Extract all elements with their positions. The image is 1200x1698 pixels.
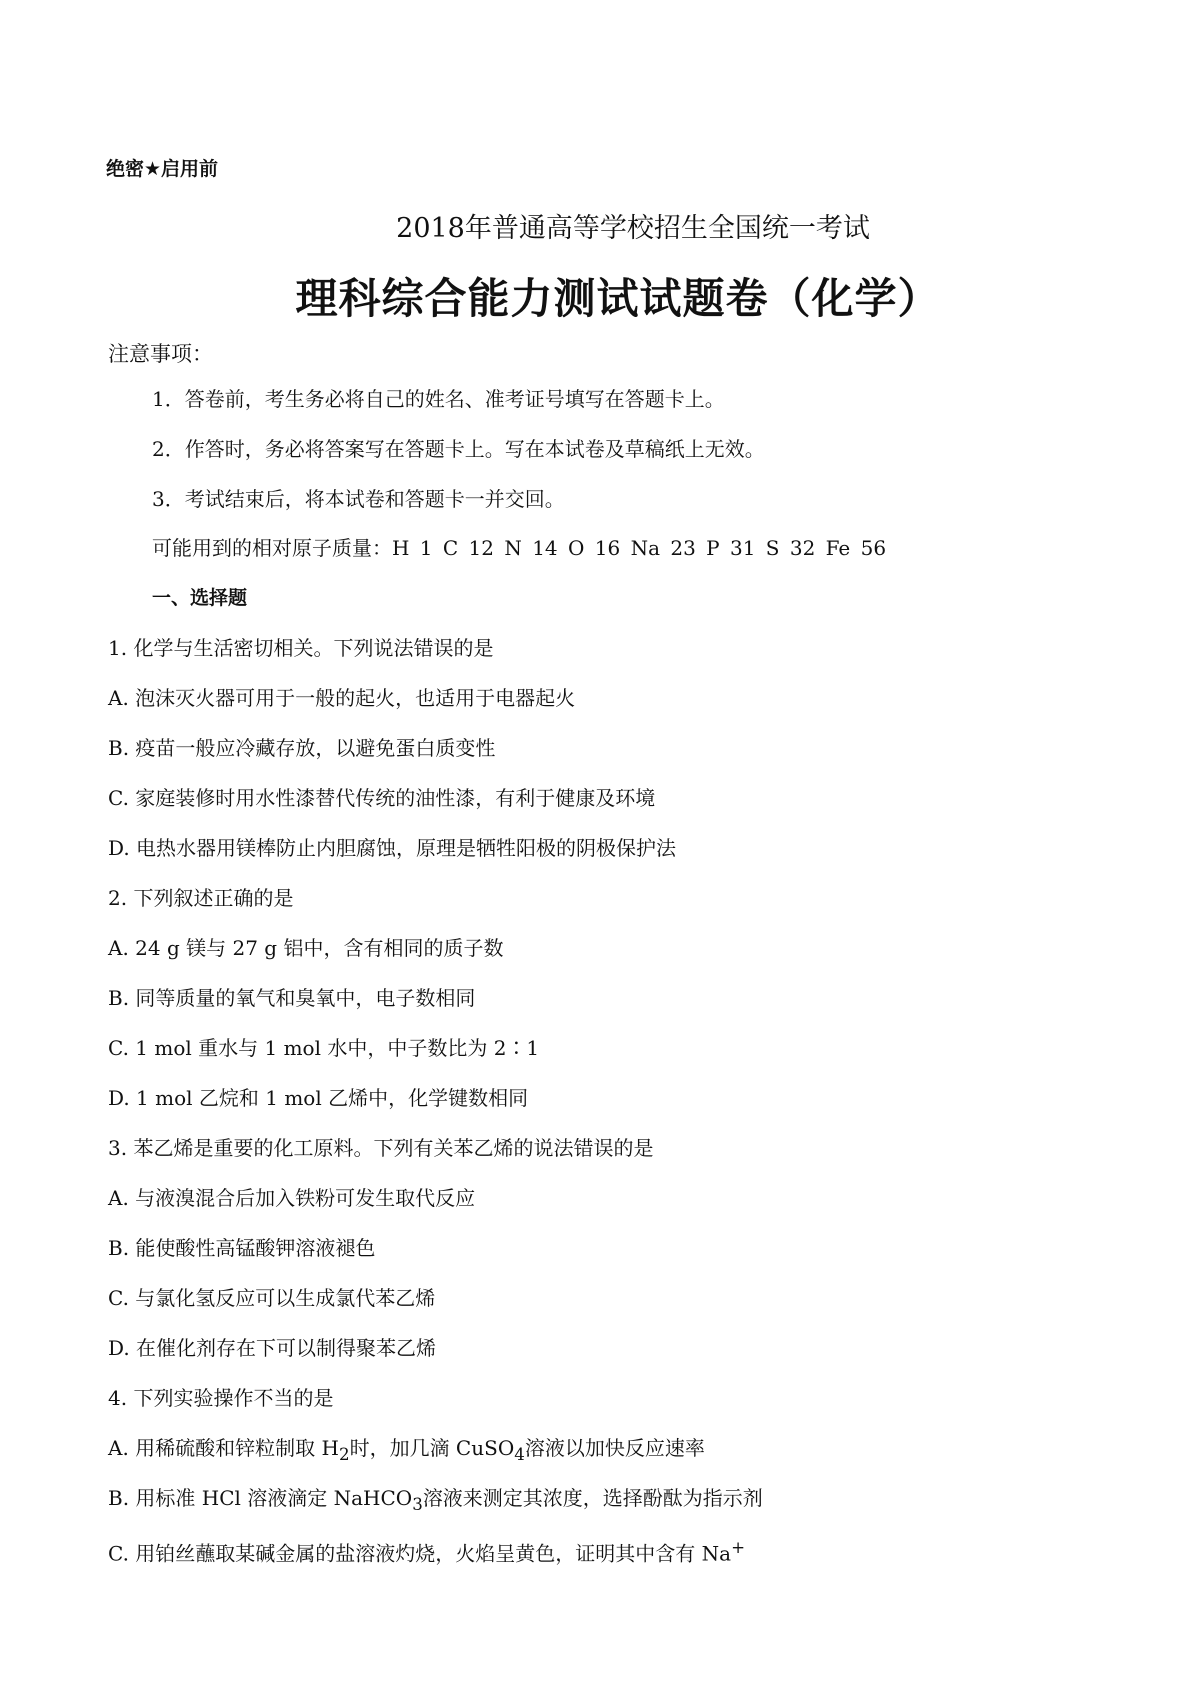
subscript: 4 [514, 1445, 525, 1464]
option-c-text: C. 用铂丝蘸取某碱金属的盐溶液灼烧，火焰呈黄色，证明其中含有 Na [108, 1541, 732, 1566]
option-b-text-2: 溶液来测定其浓度，选择酚酞为指示剂 [422, 1486, 763, 1510]
paper-title: 理科综合能力测试试题卷（化学） [295, 274, 941, 323]
question-2-option-b: B. 同等质量的氧气和臭氧中，电子数相同 [108, 986, 476, 1010]
question-4-option-a [108, 1435, 705, 1468]
option-a-text-2: 时，加几滴 CuSO [349, 1436, 515, 1460]
option-b-text-1: B. 用标准 HCl 溶液滴定 NaHCO [108, 1486, 413, 1510]
atomic-masses: 可能用到的相对原子质量：H 1 C 12 N 14 O 16 Na 23 P 31 S 32 Fe 56 [152, 536, 887, 560]
secret-mark: 绝密★启用前 [106, 158, 219, 180]
question-4-option-b [108, 1485, 763, 1518]
question-1-stem: 1. 化学与生活密切相关。下列说法错误的是 [108, 636, 494, 660]
question-1-option-a: A. 泡沫灭火器可用于一般的起火，也适用于电器起火 [108, 686, 576, 710]
question-4-stem: 4. 下列实验操作不当的是 [108, 1386, 334, 1410]
question-3-option-d: D. 在催化剂存在下可以制得聚苯乙烯 [108, 1336, 437, 1360]
question-4-option-c [108, 1535, 745, 1567]
section-title: 一、选择题 [152, 587, 248, 609]
notice-item-3: 3．考试结束后，将本试卷和答题卡一并交回。 [152, 487, 565, 511]
subscript: 2 [338, 1445, 350, 1464]
subscript: 3 [412, 1495, 423, 1514]
notice-item-2: 2．作答时，务必将答案写在答题卡上。写在本试卷及草稿纸上无效。 [152, 437, 765, 461]
question-2-option-d: D. 1 mol 乙烷和 1 mol 乙烯中，化学键数相同 [108, 1086, 529, 1110]
question-1-option-d: D. 电热水器用镁棒防止内胆腐蚀，原理是牺牲阳极的阴极保护法 [108, 836, 677, 860]
exam-title: 2018年普通高等学校招生全国统一考试 [396, 213, 870, 244]
question-2-stem: 2. 下列叙述正确的是 [108, 886, 294, 910]
question-3-option-b: B. 能使酸性高锰酸钾溶液褪色 [108, 1236, 376, 1260]
option-a-text-1: A. 用稀硫酸和锌粒制取 H [108, 1436, 339, 1460]
question-1-option-b: B. 疫苗一般应冷藏存放，以避免蛋白质变性 [108, 736, 496, 760]
question-3-stem: 3. 苯乙烯是重要的化工原料。下列有关苯乙烯的说法错误的是 [108, 1136, 654, 1160]
option-a-text-3: 溶液以加快反应速率 [524, 1436, 705, 1460]
question-3-option-c: C. 与氯化氢反应可以生成氯代苯乙烯 [108, 1286, 436, 1310]
question-3-option-a: A. 与液溴混合后加入铁粉可发生取代反应 [108, 1186, 476, 1210]
question-2-option-a: A. 24 g 镁与 27 g 铝中，含有相同的质子数 [108, 936, 504, 960]
notice-item-1: 1．答卷前，考生务必将自己的姓名、准考证号填写在答题卡上。 [152, 387, 725, 411]
superscript: + [731, 1538, 746, 1557]
question-2-option-c: C. 1 mol 重水与 1 mol 水中，中子数比为 2∶1 [108, 1036, 540, 1060]
question-1-option-c: C. 家庭装修时用水性漆替代传统的油性漆，有利于健康及环境 [108, 786, 656, 810]
notice-title: 注意事项： [108, 342, 213, 366]
